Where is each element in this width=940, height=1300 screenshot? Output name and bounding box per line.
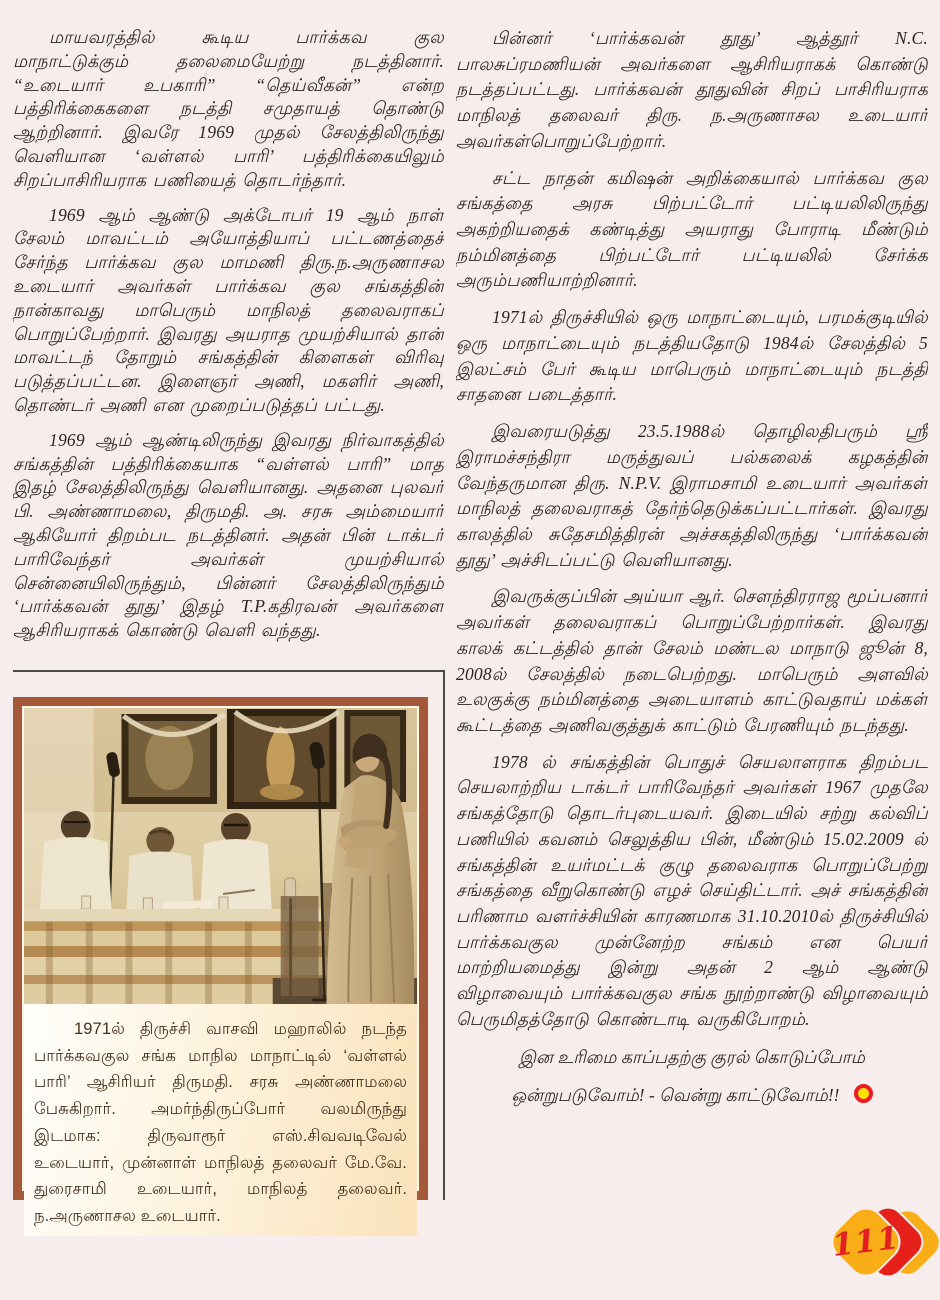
closing-line-1: இன உரிமை காப்பதற்கு குரல் கொடுப்போம் [518,1046,866,1067]
page-number: 111 [830,1220,902,1264]
left-column [13,26,444,666]
body-paragraph: 1978 ல் சங்கத்தின் பொதுச் செயலாளராக திறம்பட செயலாற்றிய டாக்டர் பாரிவேந்தர் அவர்கள் 1967 முதலே சங்கத்தோடு தொடர்புடையவர். இடையில் சற்று கல்விப் பணியில் கவனம் செலுத்திய பின், மீண்டும் 15.02.2009 ல் சங்கத்தின் உயர்மட்டக் குழு தலைவராக பொறுப்பேற்று சங்கத்தை வீறுகொண்டு எழச் செய்திட்டார். அச் சங்கத்தின் பரிணாம வளர்ச்சியின் காரணமாக 31.10.2010ல் திருச்சியில் பார்க்கவகுல முன்னேற்ற சங்கம் என பெயர் மாற்றியமைத்து இன்று அதன் 2 ஆம் ஆண்டு விழாவையும் பார்க்கவகுல சங்க நூற்றாண்டு விழாவையும் பெருமிதத்தோடு கொண்டாடி வருகிபோறம். [456,751,928,1029]
photo-caption: 1971ல் திருச்சி வாசவி மஹாலில் நடந்த பார்க்கவகுல சங்க மாநில மாநாட்டில் ‘வள்ளல் பாரி’ ஆசிரியர் திருமதி. சரசு அண்ணாமலை பேசுகிறார். அமர்ந்திருப்போர் வலமிருந்து இடமாக: திருவாரூர் எஸ்.சிவவடிவேல் உடையார், முன்னாள் மாநிலத் தலைவர் மே.வே. துரைசாமி உடையார், மாநிலத் தலைவர். ந.அருணாசல உடையார். [34,1020,407,1226]
page-number-badge [830,1207,936,1279]
end-of-article-dot [854,1084,873,1103]
closing-slogan [456,1047,928,1108]
photo-block [13,670,445,1226]
body-paragraph: இவருக்குப்பின் அய்யா ஆர். சௌந்திரராஜ மூப்பனார் அவர்கள் தலைவராகப் பொறுப்பேற்றார்கள். இவரது காலக் கட்டத்தில் தான் சேலம் மண்டல மாநாடு ஜூன் 8, 2008ல் சேலத்தில் நடைபெற்றது. மாபெரும் அளவில் உலகுக்கு நம்மினத்தை அடையாளம் காட்டுவதாய் மக்கள் கூட்டத்தை அணிவகுத்துக் காட்டும் பேரணியும் நடந்தது. [456,586,928,735]
conference-photograph [24,708,417,1004]
body-paragraph: பின்னர் ‘பார்க்கவன் தூது’ ஆத்தூர் N.C. பாலசுப்ரமணியன் அவர்களை ஆசிரியராகக் கொண்டு நடத்தப்பட்டது. பார்க்கவன் தூதுவின் சிறப் பாசிரியராக மாநிலத் தலைவர் திரு. ந.அருணாசல உடையார் அவர்கள்பொறுப்பேற்றார். [456,28,928,151]
right-column [456,26,928,1196]
photo-mat [22,706,419,1226]
right-paragraphs [456,26,928,1033]
body-paragraph: இவரையடுத்து 23.5.1988ல் தொழிலதிபரும் ஸ்ரீ இராமச்சந்திரா மருத்துவப் பல்கலைக் கழகத்தின் வேந்தருமான திரு. N.P.V. இராமசாமி உடையார் அவர்கள் மாநிலத் தலைவராகத் தேர்ந்தெடுக்கப்பட்டார்கள். இவரது காலத்தில் சுதேசமித்திரன் அச்சகத்திலிருந்து ‘பார்க்கவன் தூது’ அச்சிடப்பட்டு வெளியானது. [456,421,928,570]
closing-line-2: ஒன்றுபடுவோம்! - வென்று காட்டுவோம்!! [456,1084,928,1108]
body-paragraph: சட்ட நாதன் கமிஷன் அறிக்கையால் பார்க்கவ குல சங்கத்தை அரசு பிற்பட்டோர் பட்டியலிலிருந்து அகற்றியதைக் கண்டித்து அயராது போராடி மீண்டும் நம்மினத்தை பிற்பட்டோர் பட்டியலில் சேர்க்க அரும்பணியாற்றினார். [456,167,928,291]
body-paragraph: மாயவரத்தில் கூடிய பார்க்கவ குல மாநாட்டுக்கும் தலைமையேற்று நடத்தினார். “உடையார் உபகாரி” “தெய்வீகன்” என்ற பத்திரிக்கைகளை நடத்தி சமுதாயத் தொண்டு ஆற்றினார். இவரே 1969 முதல் சேலத்திலிருந்து வெளியான ‘வள்ளல் பாரி’ பத்திரிக்கையிலும் சிறப்பாசிரியராக பணியைத் தொடர்ந்தார். [13,27,444,190]
photo-frame [13,697,428,1226]
body-paragraph: 1969 ஆம் ஆண்டிலிருந்து இவரது நிர்வாகத்தில் சங்கத்தின் பத்திரிக்கையாக “வள்ளல் பாரி” மாத இதழ் சேலத்திலிருந்து வெளியானது. அதனை புலவர் பி. அண்ணாமலை, திருமதி. அ. சரசு அம்மையார் ஆகியோர் திறம்பட நடத்தினர். அதன் பின் டாக்டர் பாரிவேந்தர் அவர்கள் முயற்சியால் சென்னையிலிருந்தும், பின்னர் சேலத்திலிருந்தும் ‘பார்க்கவன் தூது’ இதழ் T.P.கதிரவன் அவர்களை ஆசிரியராகக் கொண்டு வெளி வந்தது. [13,429,444,641]
body-paragraph: 1969 ஆம் ஆண்டு அக்டோபர் 19 ஆம் நாள் சேலம் மாவட்டம் அயோத்தியாப் பட்டணத்தைச் சேர்ந்த பார்க்கவ குல மாமணி திரு.ந.அருணாசல உடையார் அவர்கள் பார்க்கவ குல சங்கத்தின் நான்காவது மாபெரும் மாநிலத் தலைவராகப் பொறுப்பேற்றார். இவரது அயராத முயற்சியால் தான் மாவட்டந் தோறும் சங்கத்தின் கிளைகள் விரிவு படுத்தப்பட்டன. இளைஞர் அணி, மகளிர் அணி, தொண்டர் அணி என முறைப்படுத்தப் பட்டது. [13,204,444,415]
body-paragraph: 1971ல் திருச்சியில் ஒரு மாநாட்டையும், பரமக்குடியில் ஒரு மாநாட்டையும் நடத்தியதோடு 1984ல் சேலத்தில் 5 இலட்சம் பேர் கூடிய மாபெரும் மாநாட்டையும் நடத்தி சாதனை படைத்தார். [456,307,928,405]
photo-caption-box [24,1004,417,1236]
